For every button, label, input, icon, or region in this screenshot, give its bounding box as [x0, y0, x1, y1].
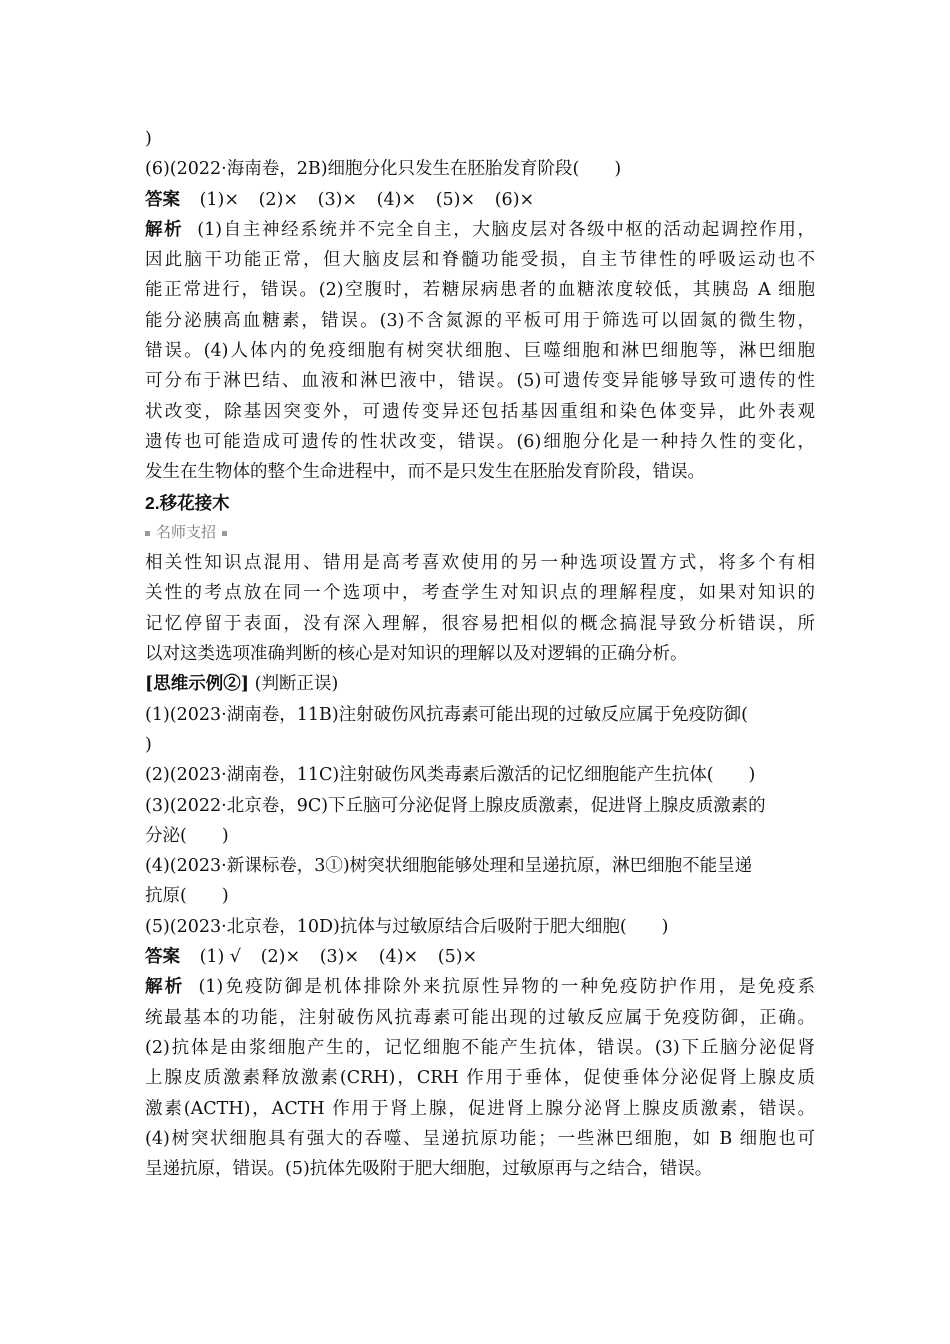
question-line: 分泌( ) — [145, 825, 229, 846]
question-line: (2)(2023·湖南卷，11C)注射破伤风类毒素后激活的记忆细胞能产生抗体( ) — [145, 765, 756, 786]
analysis-block-2 — [145, 972, 815, 1184]
example-header — [145, 669, 815, 699]
tip-line: 相关性知识点混用、错用是高考喜欢使用的另一种选项设置方式，将多个有相 — [145, 553, 815, 574]
document-page — [145, 124, 815, 1184]
answer-block-1 — [145, 185, 815, 215]
analysis-line: 解析 (1)自主神经系统并不完全自主，大脑皮层对各级中枢的活动起调控作用， — [145, 219, 816, 240]
answer-item: (5)× — [435, 189, 476, 210]
tip-line: 关性的考点放在同一个选项中，考查学生对知识点的理解程度，如果对知识的 — [145, 583, 815, 604]
tip-header — [145, 518, 815, 548]
analysis-line: 遗传也可能造成可遗传的性状改变，错误。(6)细胞分化是一种持久性的变化， — [145, 431, 815, 452]
answer-label: 答案 — [145, 947, 180, 968]
example-title: [思维示例②] — [145, 674, 250, 695]
question-line: (1)(2023·湖南卷，11B)注射破伤风抗毒素可能出现的过敏反应属于免疫防御( — [145, 704, 748, 725]
answer-item: (1) √ — [199, 947, 242, 968]
question-6: (6)(2022·海南卷，2B)细胞分化只发生在胚胎发育阶段( ) — [145, 159, 622, 180]
question-line: (5)(2023·北京卷，10D)抗体与过敏原结合后吸附于肥大细胞( ) — [145, 916, 669, 937]
answer-item: (3)× — [319, 947, 360, 968]
question-line: ) — [145, 734, 152, 755]
answer-label: 答案 — [145, 189, 180, 210]
analysis-line: 可分布于淋巴结、血液和淋巴液中，错误。(5)可遗传变异能够导致可遗传的性 — [145, 371, 815, 392]
analysis-line: 呈递抗原，错误。(5)抗体先吸附于肥大细胞，过敏原再与之结合，错误。 — [145, 1159, 713, 1180]
answer-item: (2)× — [258, 189, 299, 210]
tip-label: 名师支招 — [156, 523, 217, 541]
answer-item: (6)× — [494, 189, 535, 210]
answer-item: (4)× — [376, 189, 417, 210]
tip-body — [145, 548, 815, 669]
answer-item: (1)× — [199, 189, 240, 210]
answer-block-2 — [145, 942, 815, 972]
analysis-line: 错误。(4)人体内的免疫细胞有树突状细胞、巨噬细胞和淋巴细胞等，淋巴细胞 — [145, 341, 815, 362]
tip-line: 记忆停留于表面，没有深入理解，很容易把相似的概念搞混导致分析错误，所 — [145, 613, 815, 634]
analysis-line: (2)抗体是由浆细胞产生的，记忆细胞不能产生抗体，错误。(3)下丘脑分泌促肾 — [145, 1037, 815, 1058]
analysis-line: 能分泌胰高血糖素，错误。(3)不含氮源的平板可用于筛选可以固氮的微生物， — [145, 310, 815, 331]
example-note: (判断正误) — [254, 674, 339, 695]
answer-item: (3)× — [317, 189, 358, 210]
analysis-block-1 — [145, 215, 815, 488]
analysis-line: 因此脑干功能正常，但大脑皮层和脊髓功能受损，自主节律性的呼吸运动也不 — [145, 250, 815, 271]
answer-item: (5)× — [437, 947, 478, 968]
question-line: (4)(2023·新课标卷，3①)树突状细胞能够处理和呈递抗原，淋巴细胞不能呈递 — [145, 856, 753, 877]
analysis-line: 状改变，除基因突变外，可遗传变异还包括基因重组和染色体变异，此外表观 — [145, 401, 815, 422]
question-line: (3)(2022·北京卷，9C)下丘脑可分泌促肾上腺皮质激素，促进肾上腺皮质激素的 — [145, 795, 766, 816]
question-line: 抗原( ) — [145, 886, 229, 907]
analysis-line: 解析 (1)免疫防御是机体排除外来抗原性异物的一种免疫防护作用，是免疫系 — [145, 977, 815, 998]
analysis-line: 能正常进行，错误。(2)空腹时，若糖尿病患者的血糖浓度较低，其胰岛 A 细胞 — [145, 280, 815, 301]
question-fragment: ) — [145, 129, 152, 149]
analysis-label: 解析 — [145, 219, 184, 240]
square-bullet-icon — [222, 531, 227, 536]
analysis-line: 统最基本的功能，注射破伤风抗毒素可能出现的过敏反应属于免疫防御，正确。 — [145, 1007, 815, 1028]
answer-item: (2)× — [260, 947, 301, 968]
square-bullet-icon — [145, 531, 150, 536]
question-list — [145, 700, 815, 942]
analysis-label: 解析 — [145, 977, 185, 998]
answer-item: (4)× — [378, 947, 419, 968]
analysis-line: 激素(ACTH)，ACTH 作用于肾上腺，促进肾上腺分泌肾上腺皮质激素，错误。 — [145, 1098, 815, 1119]
analysis-line: (4)树突状细胞具有强大的吞噬、呈递抗原功能；一些淋巴细胞，如 B 细胞也可 — [145, 1128, 815, 1149]
tip-line: 以对这类选项准确判断的核心是对知识的理解以及对逻辑的正确分析。 — [145, 644, 688, 665]
analysis-line: 上腺皮质激素释放激素(CRH)，CRH 作用于垂体，促使垂体分泌促肾上腺皮质 — [145, 1068, 815, 1089]
analysis-line: 发生在生物体的整个生命进程中，而不是只发生在胚胎发育阶段，错误。 — [145, 462, 705, 483]
section-title: 2.移花接木 — [145, 492, 230, 513]
